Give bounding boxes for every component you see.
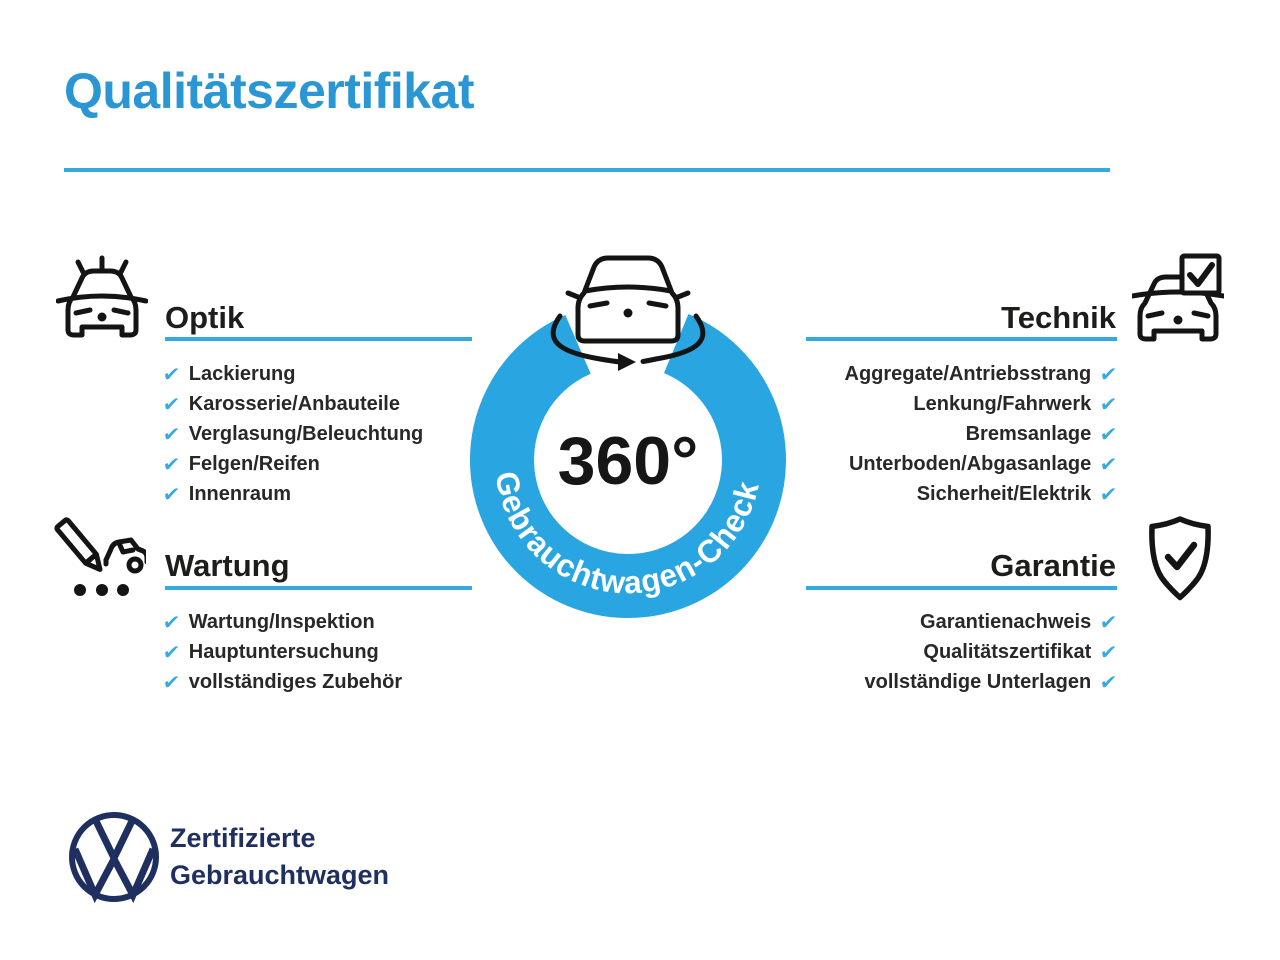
checklist-item: ✔ Hauptuntersuchung — [161, 640, 379, 664]
check-icon: ✔ — [161, 452, 182, 476]
checklist-item: Aggregate/Antriebsstrang ✔ — [844, 362, 1119, 386]
check-icon: ✔ — [1098, 392, 1119, 416]
checklist-item: Lenkung/Fahrwerk ✔ — [913, 392, 1119, 416]
section-title-optik: Optik — [165, 300, 245, 335]
check-icon: ✔ — [1098, 610, 1119, 634]
checklist-item: Unterboden/Abgasanlage ✔ — [848, 452, 1119, 476]
center-360-badge — [440, 238, 820, 638]
checklist-item: ✔ Felgen/Reifen — [161, 452, 320, 476]
brand-text — [170, 820, 389, 894]
checklist-item: Qualitätszertifikat ✔ — [923, 640, 1119, 664]
checklist-item: ✔ Verglasung/Beleuchtung — [161, 422, 424, 446]
check-icon: ✔ — [161, 422, 182, 446]
check-icon: ✔ — [161, 362, 182, 386]
rotation-arrowhead — [618, 353, 636, 371]
brand-line-1: Zertifizierte — [170, 823, 316, 853]
check-icon: ✔ — [161, 610, 182, 634]
check-icon: ✔ — [161, 670, 182, 694]
checklist-item: ✔ vollständiges Zubehör — [161, 670, 403, 694]
page-title: Qualitätszertifikat — [64, 63, 475, 119]
checklist-item: ✔ Wartung/Inspektion — [161, 610, 375, 634]
check-icon: ✔ — [161, 482, 182, 506]
technik-checklist — [845, 359, 1117, 509]
ring-label: Gebrauchtwagen-Check — [488, 468, 767, 601]
shield-check-icon — [1142, 514, 1218, 604]
wartung-checklist — [163, 607, 402, 697]
vw-logo — [66, 809, 162, 905]
checklist-item: ✔ Lackierung — [161, 362, 296, 386]
wartung-divider — [165, 586, 472, 590]
section-title-technik: Technik — [1001, 300, 1116, 335]
car-checklist-icon — [1132, 252, 1224, 344]
section-title-garantie: Garantie — [990, 548, 1116, 583]
check-icon: ✔ — [1098, 362, 1119, 386]
checklist-item: Garantienachweis ✔ — [920, 610, 1119, 634]
garantie-divider — [806, 586, 1117, 590]
check-icon: ✔ — [1098, 422, 1119, 446]
checklist-item: Bremsanlage ✔ — [965, 422, 1119, 446]
check-icon: ✔ — [1098, 452, 1119, 476]
check-icon: ✔ — [1098, 482, 1119, 506]
checklist-item: ✔ Innenraum — [161, 482, 292, 506]
check-icon: ✔ — [161, 640, 182, 664]
checklist-item: vollständige Unterlagen ✔ — [864, 670, 1119, 694]
shiny-car-icon — [56, 254, 148, 346]
check-icon: ✔ — [1098, 640, 1119, 664]
technik-divider — [806, 337, 1117, 341]
optik-divider — [165, 337, 472, 341]
degrees-label: 360° — [557, 423, 699, 499]
section-title-wartung: Wartung — [165, 548, 290, 583]
optik-checklist — [163, 359, 423, 509]
checklist-item: Sicherheit/Elektrik ✔ — [916, 482, 1119, 506]
service-record-icon — [54, 510, 146, 602]
check-icon: ✔ — [161, 392, 182, 416]
check-icon: ✔ — [1098, 670, 1119, 694]
garantie-checklist — [865, 607, 1117, 697]
title-divider — [64, 168, 1110, 172]
brand-line-2: Gebrauchtwagen — [170, 860, 390, 890]
checklist-item: ✔ Karosserie/Anbauteile — [161, 392, 400, 416]
